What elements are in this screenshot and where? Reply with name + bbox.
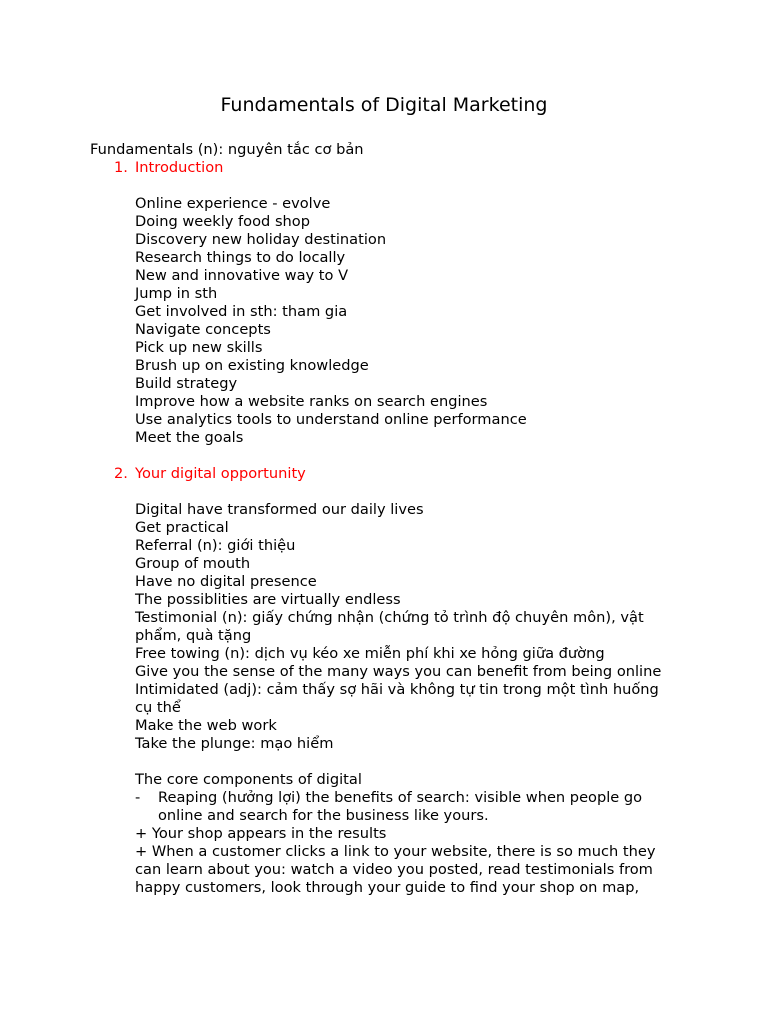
plus-item: + Your shop appears in the results: [135, 825, 387, 842]
section-label: Your digital opportunity: [135, 465, 306, 482]
section-number: 1.: [114, 159, 128, 176]
spacer: [90, 177, 690, 195]
list-item: Jump in sth: [135, 285, 218, 302]
list-item: The possiblities are virtually endless: [135, 591, 401, 608]
list-item: Use analytics tools to understand online performance: [135, 411, 527, 428]
list-item: Testimonial (n): giấy chứng nhận (chứng tỏ trình độ chuyên môn), vật phẩm, quà tặng: [135, 609, 644, 644]
dash-list-item: [90, 789, 690, 825]
section-heading-introduction: [90, 159, 690, 177]
document-body: [90, 141, 690, 897]
list-item: Make the web work: [135, 717, 277, 734]
list-item: Digital have transformed our daily lives: [135, 501, 424, 518]
list-item: Free towing (n): dịch vụ kéo xe miễn phí khi xe hỏng giữa đường: [135, 645, 605, 662]
list-item: Take the plunge: mạo hiểm: [135, 735, 334, 752]
dash-marker: -: [135, 789, 141, 806]
spacer: [90, 483, 690, 501]
plus-item: + When a customer clicks a link to your website, there is so much they can learn about you: watch a video you posted, read testimonials from happy customers, look through your guide to find your shop on map,: [135, 843, 656, 896]
list-item: Discovery new holiday destination: [135, 231, 387, 248]
list-item: Research things to do locally: [135, 249, 346, 266]
list-item: Pick up new skills: [135, 339, 263, 356]
list-item: Navigate concepts: [135, 321, 271, 338]
list-item: Give you the sense of the many ways you can benefit from being online: [135, 663, 662, 680]
list-item: Brush up on existing knowledge: [135, 357, 369, 374]
list-item: Get practical: [135, 519, 229, 536]
list-item: Doing weekly food shop: [135, 213, 310, 230]
list-item: Improve how a website ranks on search engines: [135, 393, 488, 410]
list-item: Group of mouth: [135, 555, 251, 572]
list-item: Build strategy: [135, 375, 238, 392]
list-item: Online experience - evolve: [135, 195, 331, 212]
spacer: [90, 447, 690, 465]
dash-item-text: Reaping (hưởng lợi) the benefits of search: visible when people go online and search for the business like yours.: [158, 789, 643, 824]
list-item: Meet the goals: [135, 429, 244, 446]
section-number: 2.: [114, 465, 128, 482]
subheading-core-components: The core components of digital: [135, 771, 362, 788]
list-item: Get involved in sth: tham gia: [135, 303, 348, 320]
document-title: Fundamentals of Digital Marketing: [220, 94, 548, 116]
section-heading-digital-opportunity: [90, 465, 690, 483]
list-item: Intimidated (adj): cảm thấy sợ hãi và không tự tin trong một tình huống cụ thể: [135, 681, 659, 716]
list-item: Referral (n): giới thiệu: [135, 537, 296, 554]
section-label: Introduction: [135, 159, 224, 176]
list-item: New and innovative way to V: [135, 267, 349, 284]
list-item: Have no digital presence: [135, 573, 317, 590]
definition-line: Fundamentals (n): nguyên tắc cơ bản: [90, 141, 364, 158]
spacer: [90, 753, 690, 771]
